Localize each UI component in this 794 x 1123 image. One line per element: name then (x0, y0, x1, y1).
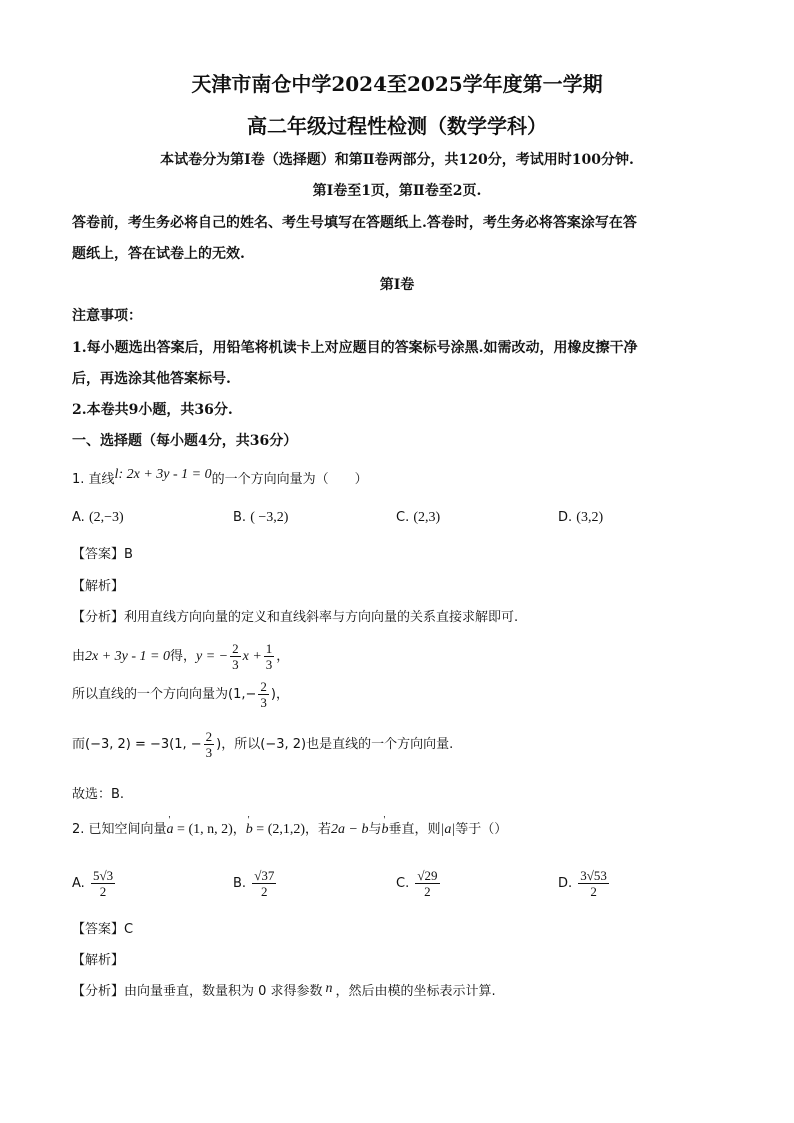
attention-heading: 注意事项： (72, 308, 142, 324)
numerator: √29 (417, 868, 438, 883)
equation: y = − (196, 649, 229, 664)
option-letter: B. (233, 510, 247, 525)
denominator: 2 (99, 884, 107, 899)
option-letter: D. (558, 510, 573, 525)
text: )，所以(−3, 2)也是直线的一个方向向量. (216, 737, 454, 752)
q1-step-3 (72, 726, 453, 764)
option-value: (2,3) (413, 510, 441, 525)
vector-a-value: = (1, n, 2) (173, 822, 233, 837)
fraction (578, 868, 609, 899)
q1-suffix: 的一个方向向量为（ ） (211, 472, 368, 487)
denominator: 2 (424, 884, 431, 899)
denominator: 2 (590, 884, 597, 899)
q2-option-a[interactable] (72, 864, 117, 904)
section-heading: 一、选择题（每小题4分，共36分） (72, 433, 298, 449)
q1-prefix: 1. 直线 (72, 472, 115, 487)
option-letter: C. (396, 510, 410, 525)
numerator: 2 (205, 729, 213, 744)
fraction (204, 729, 215, 760)
fraction (258, 679, 269, 710)
q1-analysis: 【分析】利用直线方向向量的定义和直线斜率与方向向量的关系直接求解即可. (72, 610, 519, 625)
q1-equation: : 2x + 3y - 1 = 0 (118, 467, 212, 482)
denominator: 3 (205, 745, 213, 760)
q1-step-2 (72, 676, 289, 714)
text: 所以直线的一个方向向量为(1,− (72, 687, 257, 702)
q1-conclusion: 故选：B. (72, 787, 125, 802)
vector-magnitude: |a| (440, 822, 456, 837)
vector-b: ' b (246, 820, 253, 840)
text: ， (276, 649, 290, 664)
text: )， (270, 687, 289, 702)
volume-heading: 第Ⅰ卷 (379, 277, 415, 293)
fraction (252, 868, 276, 899)
text: 【分析】由向量垂直，数量积为 0 求得参数 (72, 984, 323, 999)
attention-item-2: 2.本卷共9小题，共36分. (72, 402, 233, 418)
exam-info-pages: 第Ⅰ卷至1页，第Ⅱ卷至2页. (312, 183, 482, 199)
q1-option-a[interactable] (72, 508, 124, 528)
q2-option-d[interactable] (558, 864, 611, 904)
q2-answer: 【答案】C (72, 922, 134, 937)
q2-prefix: 2. 已知空间向量 (72, 822, 167, 837)
q2-option-c[interactable] (396, 864, 442, 904)
text: ，若 (305, 822, 332, 837)
parameter: n (325, 981, 333, 996)
q2-suffix: 等于（） (455, 822, 508, 837)
attention-item-1a: 1.每小题选出答案后，用铅笔将机读卡上对应题目的答案标号涂黑.如需改动，用橡皮擦干净 (72, 340, 638, 356)
q1-option-c[interactable] (396, 508, 440, 528)
equation: 2x + 3y - 1 = 0 (85, 649, 170, 664)
text: 垂直，则 (388, 822, 441, 837)
fraction (415, 868, 439, 899)
q1-option-d[interactable] (558, 508, 603, 528)
question-1-stem (72, 467, 368, 490)
vector-a: ' a (167, 820, 174, 840)
exam-title: 天津市南仓中学2024至2025学年度第一学期 (191, 72, 603, 96)
q1-option-b[interactable] (233, 508, 288, 528)
exam-subtitle: 高二年级过程性检测（数学学科） (247, 114, 547, 138)
denominator: 2 (261, 884, 268, 899)
numerator: 1 (265, 641, 273, 656)
vector-expression: 2a − b (331, 822, 369, 837)
numerator: 2 (232, 641, 239, 656)
option-letter: B. (233, 876, 247, 891)
denominator: 3 (265, 657, 273, 672)
text: 而(−3, 2) = −3(1, − (72, 737, 202, 752)
denominator: 3 (260, 695, 267, 710)
q2-option-b[interactable] (233, 864, 278, 904)
vector-b: ' b (382, 820, 389, 840)
text: ， (232, 822, 246, 837)
option-letter: A. (72, 876, 85, 891)
q1-answer: 【答案】B (72, 547, 133, 562)
option-letter: D. (558, 876, 573, 891)
option-letter: A. (72, 510, 85, 525)
fraction (91, 868, 115, 899)
numerator: 3√53 (580, 868, 607, 883)
q1-step-1 (72, 638, 289, 676)
fraction (230, 641, 241, 672)
q2-analysis-heading: 【解析】 (72, 953, 125, 968)
text: 由 (72, 649, 86, 664)
q1-analysis-heading: 【解析】 (72, 579, 125, 594)
exam-info-line: 本试卷分为第Ⅰ卷（选择题）和第Ⅱ卷两部分，共120分，考试用时100分钟. (160, 152, 634, 168)
q1-line-label: l (114, 467, 119, 482)
option-value: (3,2) (576, 510, 604, 525)
vector-b-value: = (2,1,2) (252, 822, 306, 837)
text: ，然后由模的坐标表示计算. (335, 984, 496, 999)
notice-line-1: 答卷前，考生务必将自己的姓名、考生号填写在答题纸上.答卷时，考生务必将答案涂写在答 (72, 215, 637, 231)
numerator: 5√3 (92, 868, 114, 883)
q2-analysis (72, 982, 496, 1002)
equation: x + (242, 649, 262, 664)
attention-item-1b: 后，再选涂其他答案标号. (72, 371, 231, 387)
option-letter: C. (396, 876, 410, 891)
numerator: √37 (254, 868, 275, 883)
text: 与 (368, 822, 382, 837)
question-2-stem (72, 820, 507, 840)
denominator: 3 (232, 657, 239, 672)
text: 得， (170, 649, 197, 664)
numerator: 2 (260, 679, 267, 694)
notice-line-2: 题纸上，答在试卷上的无效. (72, 246, 245, 262)
option-value: ( −3,2) (250, 510, 289, 525)
fraction (264, 641, 275, 672)
option-value: (2,−3) (88, 510, 124, 525)
